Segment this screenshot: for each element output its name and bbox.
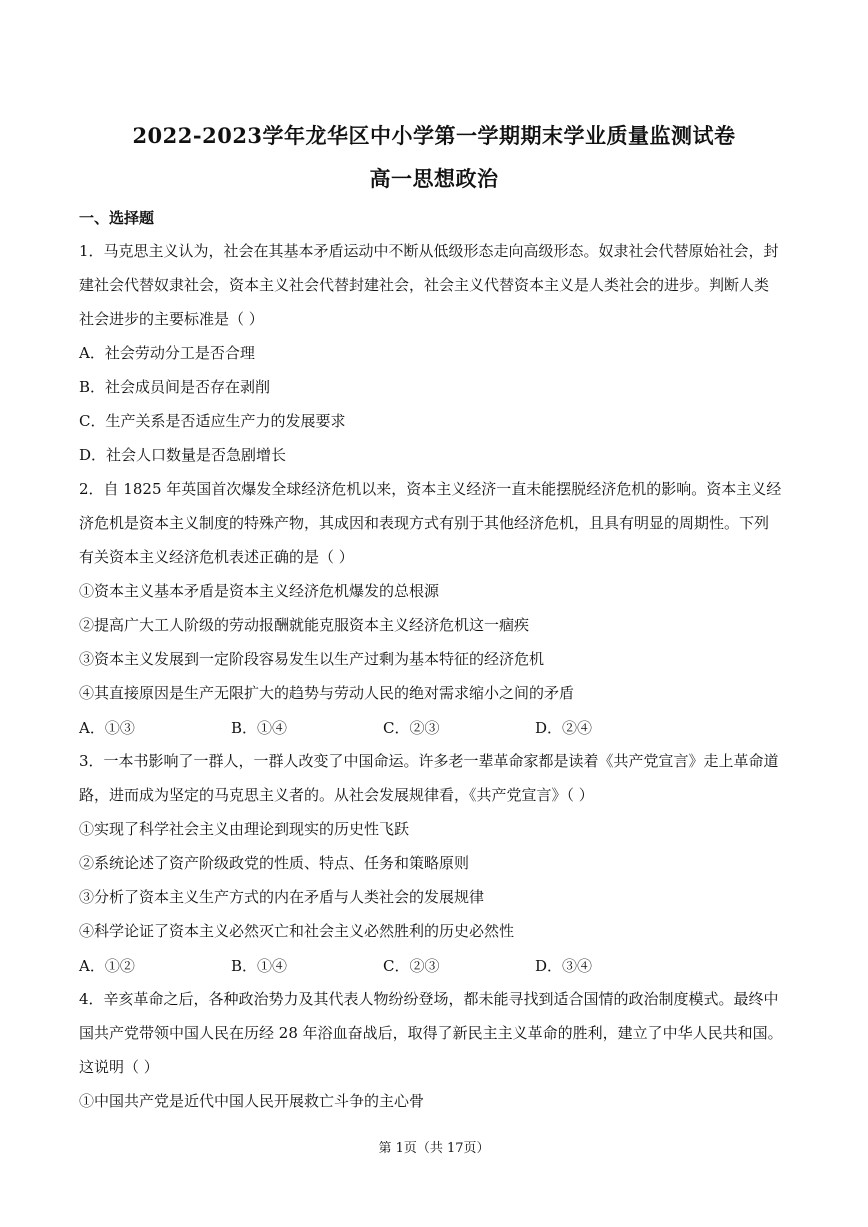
- statement: ④科学论证了资本主义必然灭亡和社会主义必然胜利的历史必然性: [79, 922, 515, 940]
- answer-option-a: A．①③: [79, 719, 135, 737]
- answer-option-b: B．①④: [231, 957, 288, 975]
- section-heading: 一、选择题: [79, 209, 155, 227]
- exam-title: 2022-2023学年龙华区中小学第一学期期末学业质量监测试卷: [132, 123, 736, 148]
- question-stem-line: 国共产党带领中国人民在历经 28 年浴血奋战后，取得了新民主主义革命的胜利，建立了中华人民共和国。: [79, 1024, 783, 1042]
- question-stem-line: 4．辛亥革命之后，各种政治势力及其代表人物纷纷登场，都未能寻找到适合国情的政治制度模式。最终中: [79, 990, 779, 1008]
- question-stem-line: 2．自 1825 年英国首次爆发全球经济危机以来，资本主义经济一直未能摆脱经济危机的影响。资本主义经: [79, 480, 782, 498]
- question-stem-line: 1．马克思主义认为，社会在其基本矛盾运动中不断从低级形态走向高级形态。奴隶社会代替原始社会，封: [79, 242, 779, 260]
- answer-option: A．社会劳动分工是否合理: [79, 344, 255, 362]
- page-number-footer: 第 1页（共 17页）: [378, 1141, 490, 1156]
- answer-option-d: D．②④: [535, 719, 593, 737]
- question-stem-line: 有关资本主义经济危机表述正确的是（ ）: [79, 548, 354, 566]
- answer-option-a: A．①②: [79, 957, 135, 975]
- statement: ③资本主义发展到一定阶段容易发生以生产过剩为基本特征的经济危机: [79, 650, 545, 668]
- answer-option: B．社会成员间是否存在剥削: [79, 378, 271, 396]
- answer-option-d: D．③④: [535, 957, 593, 975]
- answer-option-c: C．②③: [383, 719, 440, 737]
- question-stem-line: 路，进而成为坚定的马克思主义者的。从社会发展规律看，《共产党宣言》（ ）: [79, 786, 594, 804]
- statement: ④其直接原因是生产无限扩大的趋势与劳动人民的绝对需求缩小之间的矛盾: [79, 684, 575, 702]
- question-stem-line: 社会进步的主要标准是（ ）: [79, 310, 264, 328]
- statement: ③分析了资本主义生产方式的内在矛盾与人类社会的发展规律: [79, 888, 485, 906]
- question-stem-line: 这说明（ ）: [79, 1058, 159, 1076]
- statement: ①实现了科学社会主义由理论到现实的历史性飞跃: [79, 820, 410, 838]
- statement: ②提高广大工人阶级的劳动报酬就能克服资本主义经济危机这一痼疾: [79, 616, 530, 634]
- statement: ①中国共产党是近代中国人民开展救亡斗争的主心骨: [79, 1092, 425, 1110]
- question-stem-line: 3．一本书影响了一群人，一群人改变了中国命运。许多老一辈革命家都是读着《共产党宣言》走上革命道: [79, 752, 779, 770]
- exam-subject: 高一思想政治: [369, 166, 499, 191]
- answer-option-c: C．②③: [383, 957, 440, 975]
- question-stem-line: 建社会代替奴隶社会，资本主义社会代替封建社会，社会主义代替资本主义是人类社会的进步。判断人类: [79, 276, 770, 294]
- statement: ②系统论述了资产阶级政党的性质、特点、任务和策略原则: [79, 854, 470, 872]
- question-stem-line: 济危机是资本主义制度的特殊产物，其成因和表现方式有别于其他经济危机，且具有明显的周期性。下列: [79, 514, 770, 532]
- statement: ①资本主义基本矛盾是资本主义经济危机爆发的总根源: [79, 582, 440, 600]
- answer-option: C．生产关系是否适应生产力的发展要求: [79, 412, 346, 430]
- answer-option-b: B．①④: [231, 719, 288, 737]
- answer-option: D．社会人口数量是否急剧增长: [79, 446, 287, 464]
